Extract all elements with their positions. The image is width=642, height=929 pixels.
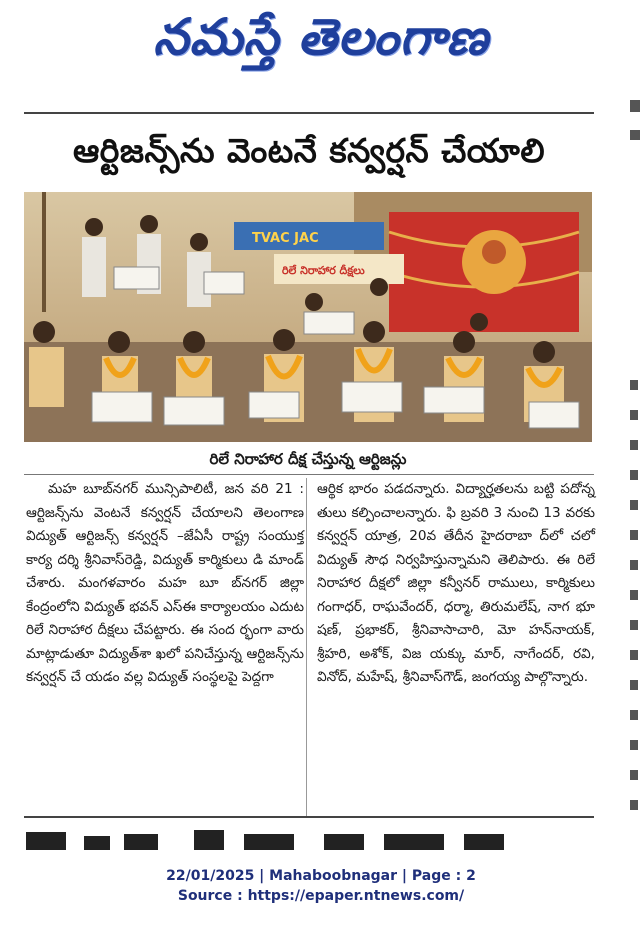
page-footer	[0, 866, 642, 906]
protest-photo-illustration	[24, 192, 592, 442]
footer-date-edition: 22/01/2025 | Mahaboobnagar | Page : 2	[166, 868, 476, 884]
article-paragraph-right: ఆర్థిక భారం పడదన్నారు. విద్యార్హతలను బట్టి పదోన్న తులు కల్పించాలన్నారు. ఫి బ్రవరి 3 నుంచి 13 వరకు కన్వర్షన్ యాత్ర, 20వ తేదీన హైదరాబా ద్‌లో చలో విద్యుత్ సౌధ నిర్వహిస్తున్నామని తెలిపారు. ఈ రిలే నిరాహార దీక్షలో జిల్లా కన్వీనర్ రాములు, కార్మికులు గంగాధర్, రాఘవేందర్, ధర్మా, తిరుమలేష్, నాగ భూ షణ్, ప్రభాకర్, శ్రీనివాసాచారి, మో హన్‌నాయక్, శ్రీహరి, అశోక్, విజ యక్కు మార్, నాగేందర్, రవి, వినోద్, మహేష్, శ్రీనివాస్‌గౌడ్, జంగయ్య పాల్గొన్నారు.	[317, 481, 595, 685]
photo-caption: రిలే నిరాహార దీక్ష చేస్తున్న ఆర్టిజన్లు	[24, 444, 592, 474]
cutoff-headline-fragment	[24, 822, 594, 850]
article-paragraph-left: మహ బూబ్‌నగర్ మున్సిపాలిటీ, జన వరి 21 : ఆర్టిజన్స్‌ను వెంటనే కన్వర్షన్ చేయాలని తెలంగాణ విద్యుత్ ఆర్టిజన్స్ కన్వర్షన్ –జేఏసీ రాష్ట్ర సంయుక్త కార్య దర్శి శ్రీనివాస్‌రెడ్డి, విద్యుత్ కార్మికులు డి మాండ్ చేశారు. మంగళవారం మహ బూ బ్‌నగర్ జిల్లా కేంద్రంలోని విద్యుత్ భవన్ ఎస్‌ఈ కార్యాలయం ఎదుట రిలే నిరాహార దీక్షలు చేపట్టారు. ఈ సంద ర్భంగా వారు మాట్లాడుతూ విద్యుత్‌శా ఖలో పనిచేస్తున్న ఆర్టిజన్స్‌ను కన్వర్షన్ చే యడం వల్ల విద్యుత్ సంస్థలపై పెద్దగా	[26, 481, 304, 685]
article-right-column	[317, 478, 595, 690]
footer-source: Source : https://epaper.ntnews.com/	[177, 888, 465, 904]
banner-text: TVAC JAC	[252, 231, 319, 246]
newspaper-logo: నమస్తే తెలంగాణ	[153, 8, 489, 66]
cutoff-side-text	[626, 90, 642, 850]
caption-rule	[24, 474, 594, 475]
next-article-cutoff	[24, 822, 594, 850]
masthead	[0, 0, 642, 80]
column-divider	[306, 478, 307, 816]
article-left-column	[26, 478, 304, 690]
headline: ఆర్టిజన్స్‌ను వెంటనే కన్వర్షన్ చేయాలి	[72, 131, 546, 170]
tent-banner-text: రిలే నిరాహార దీక్షలు	[282, 264, 365, 277]
bottom-rule	[24, 816, 594, 818]
top-rule	[24, 112, 594, 114]
news-photo	[24, 192, 592, 442]
adjacent-column-cutoff	[626, 90, 642, 850]
